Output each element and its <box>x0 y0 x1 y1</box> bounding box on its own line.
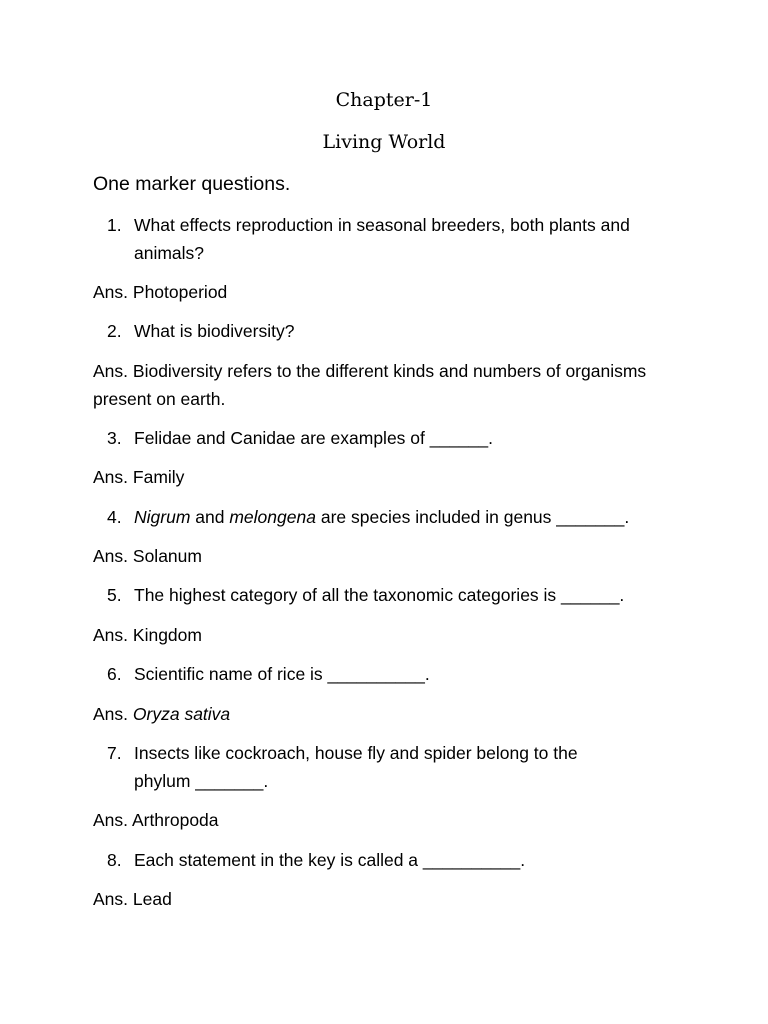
answer-item <box>93 700 653 728</box>
question-item <box>107 424 697 452</box>
answer-text: Kingdom <box>132 625 202 645</box>
question-italic-term: Nigrum <box>134 507 191 527</box>
answer-prefix: Ans. <box>93 810 129 830</box>
question-number: 8. <box>107 850 122 870</box>
question-text: Insects like cockroach, house fly and spider belong to the phylum _______. <box>134 743 578 791</box>
question-text: The highest category of all the taxonomic categories is ______. <box>134 585 625 605</box>
question-item <box>107 660 697 688</box>
answer-item <box>93 278 653 306</box>
question-text-part: and <box>195 507 225 527</box>
question-number: 1. <box>107 215 122 235</box>
question-item <box>107 317 697 345</box>
question-text: Each statement in the key is called a __________. <box>134 850 526 870</box>
answer-prefix: Ans. <box>93 546 129 566</box>
answer-prefix: Ans. <box>93 704 129 724</box>
answer-prefix: Ans. <box>93 625 129 645</box>
answer-item <box>93 806 653 834</box>
question-text: What effects reproduction in seasonal breeders, both plants and animals? <box>134 215 630 263</box>
question-number: 6. <box>107 664 122 684</box>
answer-item <box>93 542 653 570</box>
question-number: 3. <box>107 428 122 448</box>
question-text: Scientific name of rice is __________. <box>134 664 430 684</box>
answer-text: Family <box>132 467 185 487</box>
question-item <box>107 846 697 874</box>
question-number: 7. <box>107 743 122 763</box>
answer-item <box>93 357 653 413</box>
answer-prefix: Ans. <box>93 889 129 909</box>
question-number: 2. <box>107 321 122 341</box>
answer-text: Oryza sativa <box>132 704 231 724</box>
answer-item <box>93 621 653 649</box>
question-item <box>107 739 627 795</box>
answer-text: Photoperiod <box>132 282 228 302</box>
chapter-subject-title: Living World <box>322 131 446 153</box>
question-item <box>107 581 697 609</box>
question-text-part: are species included in genus _______. <box>320 507 630 527</box>
answer-item <box>93 885 653 913</box>
question-text: What is biodiversity? <box>134 321 295 341</box>
answer-text: Arthropoda <box>131 810 219 830</box>
answer-text: Biodiversity refers to the different kinds and numbers of organisms present on earth. <box>93 361 647 409</box>
question-item <box>107 211 697 267</box>
question-italic-term: melongena <box>229 507 316 527</box>
answer-prefix: Ans. <box>93 361 129 381</box>
question-number: 4. <box>107 507 122 527</box>
question-number: 5. <box>107 585 122 605</box>
answer-text: Lead <box>132 889 172 909</box>
question-item <box>107 503 697 531</box>
answer-text: Solanum <box>132 546 202 566</box>
answer-prefix: Ans. <box>93 467 129 487</box>
answer-item <box>93 463 653 491</box>
section-heading: One marker questions. <box>93 173 291 195</box>
chapter-title: Chapter-1 <box>335 89 433 111</box>
question-text: Felidae and Canidae are examples of ______. <box>134 428 493 448</box>
question-text <box>134 503 697 531</box>
answer-prefix: Ans. <box>93 282 129 302</box>
